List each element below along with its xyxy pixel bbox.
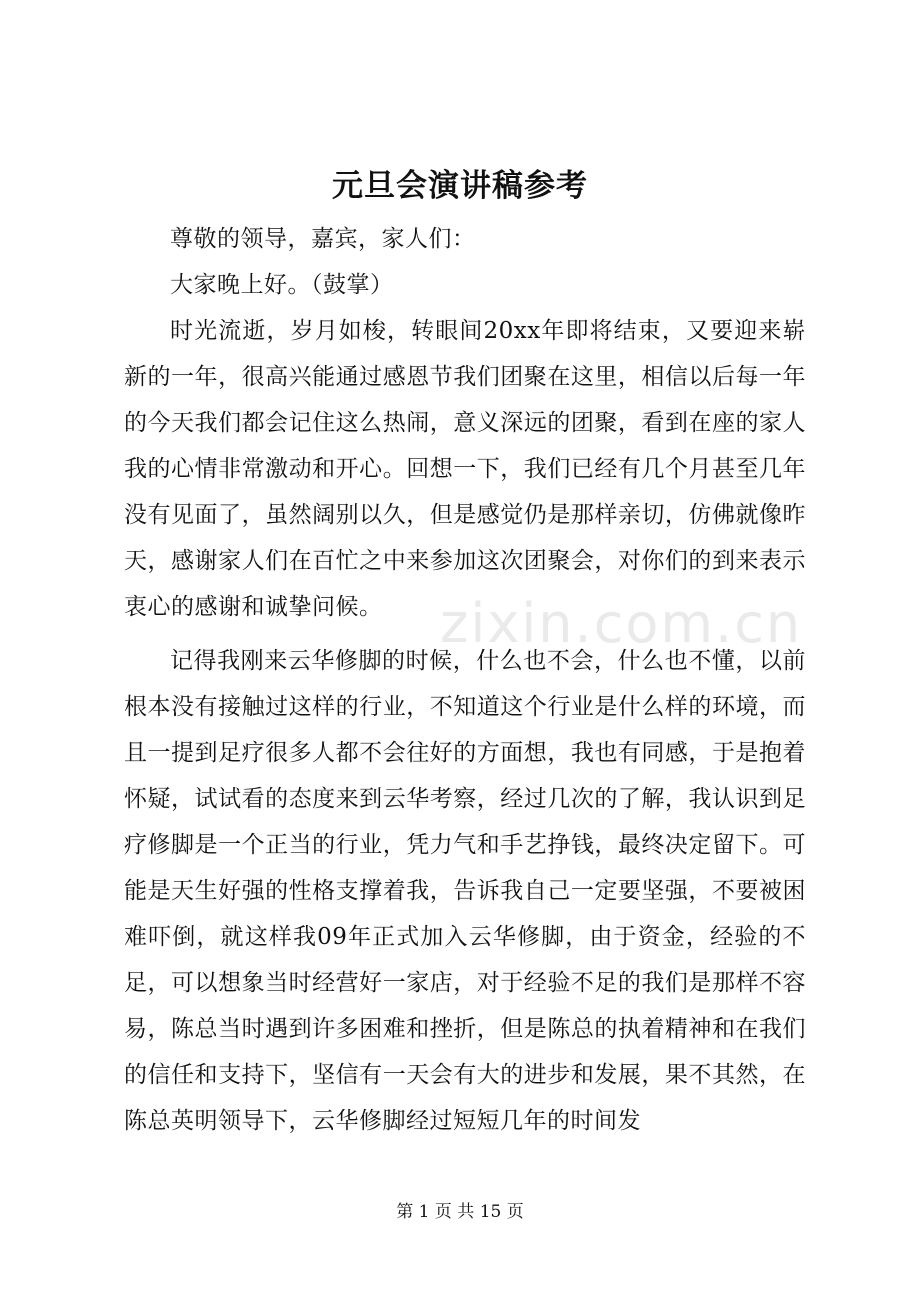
watermark: zixin.com.cn — [440, 592, 803, 655]
document-title: 元旦会演讲稿参考 — [332, 168, 588, 204]
greeting-paragraph: 尊敬的领导，嘉宾，家人们： — [170, 226, 476, 252]
body-paragraph-2: 记得我刚来云华修脚的时候，什么也不会，什么也不懂，以前根本没有接触过这样的行业，不知道这个行业是什么样的环境，而且一提到足疗很多人都不会往好的方面想，我也有同感，于是抱着怀疑，试试看的态度来到云华考察，经过几次的了解，我认识到足疗修脚是一个正当的行业，凭力气和手艺挣钱，最终决定留下。可能是天生好强的性格支撑着我，告诉我自己一定要坚强，不要被困难吓倒，就这样我09年正式加入云华修脚，由于资金，经验的不足，可以想象当时经营好一家店，对于经验不足的我们是那样不容易，陈总当时遇到许多困难和挫折，但是陈总的执着精神和在我们的信任和支持下，坚信有一天会有大的进步和发展，果不其然，在陈总英明领导下，云华修脚经过短短几年的时间发 — [124, 648, 806, 1134]
body-paragraph-1: 时光流逝，岁月如梭，转眼间20xx年即将结束，又要迎来崭新的一年，很高兴能通过感恩节我们团聚在这里，相信以后每一年的今天我们都会记住这么热闹，意义深远的团聚，看到在座的家人我的心情非常激动和开心。回想一下，我们已经有几个月甚至几年没有见面了，虽然阔别以久，但是感觉仍是那样亲切，仿佛就像昨天，感谢家人们在百忙之中来参加这次团聚会，对你们的到来表示衷心的感谢和诚挚问候。 — [124, 318, 806, 620]
document-body — [124, 216, 806, 1144]
page-footer: 第 1 页 共 15 页 — [396, 1202, 524, 1222]
opening-paragraph: 大家晚上好。（鼓掌） — [170, 272, 394, 298]
